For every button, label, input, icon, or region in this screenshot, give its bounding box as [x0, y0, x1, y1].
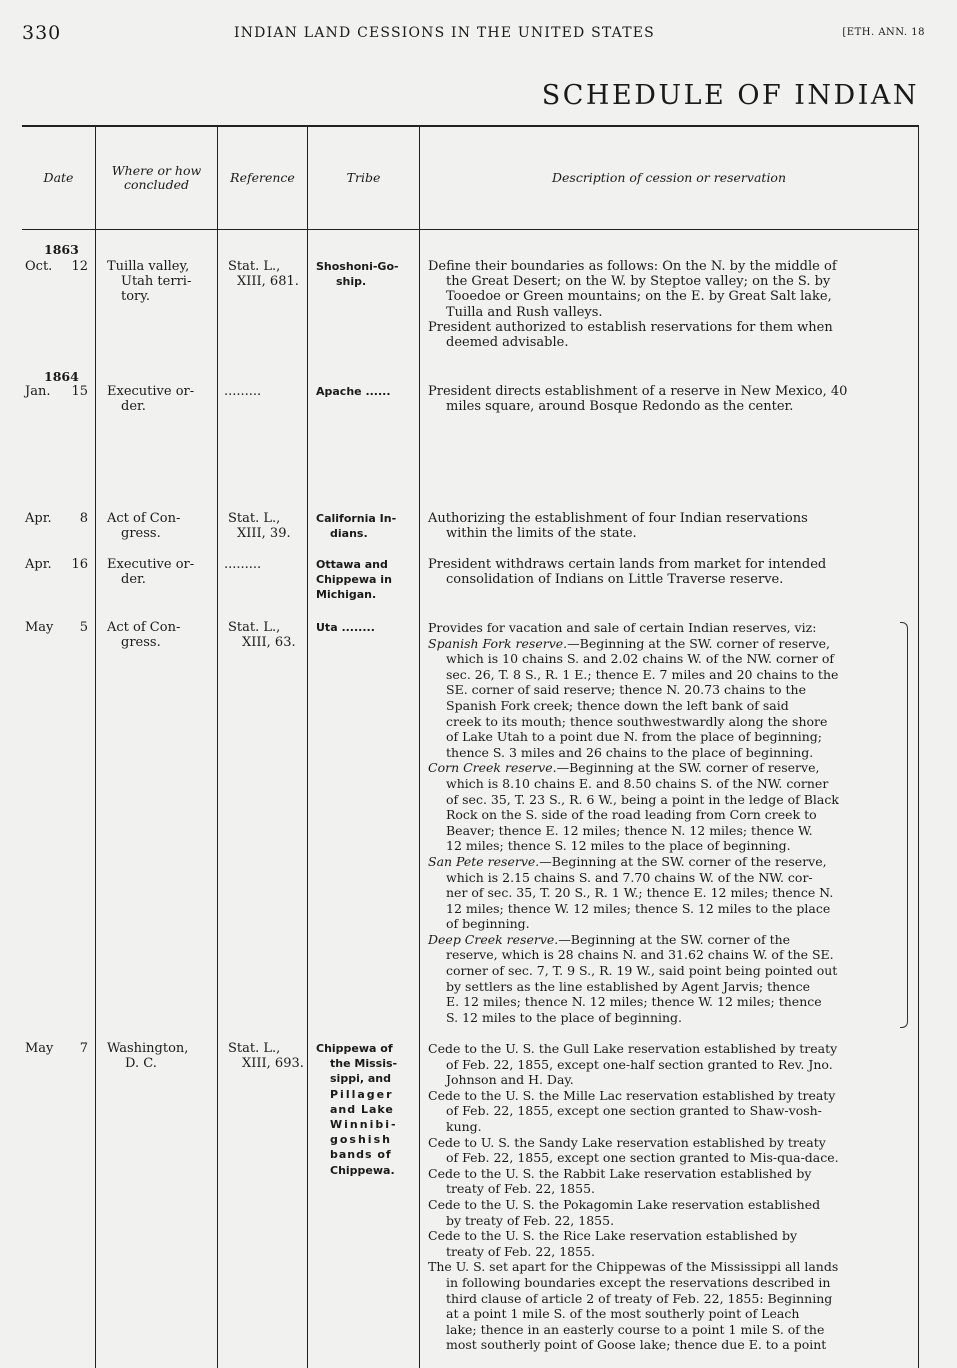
table-top-rule [22, 125, 919, 127]
entry-month: May [25, 1041, 54, 1056]
entry-where: Executive or- der. [107, 557, 195, 588]
entry-day: 5 [79, 620, 88, 635]
entry-reference: Stat. L., XIII, 39. [228, 511, 291, 542]
running-right: [ETH. ANN. 18 [842, 27, 925, 38]
column-divider [918, 126, 919, 1368]
entry-reference: Stat. L., XIII, 681. [228, 259, 299, 290]
entry-where: Act of Con- gress. [107, 511, 181, 542]
column-divider [307, 126, 308, 1368]
column-divider [95, 126, 96, 1368]
entry-where: Washington, D. C. [107, 1041, 189, 1072]
column-header-description: Description of cession or reservation [551, 170, 787, 185]
entry-month: Jan. [25, 384, 51, 399]
column-header-date: Date [43, 170, 74, 185]
entry-tribe: Uta ........ [316, 621, 375, 634]
entry-where: Executive or- der. [107, 384, 195, 415]
column-header-tribe: Tribe [346, 170, 381, 185]
entry-day: 7 [79, 1041, 88, 1056]
entry-year: 1863 [44, 242, 79, 257]
entry-reference: ......... [224, 557, 262, 572]
entry-month: Oct. [25, 259, 53, 274]
column-header-where: Where or how concluded [111, 163, 202, 192]
entry-description: Cede to the U. S. the Gull Lake reservation established by treaty of Feb. 22, 1855, except one-half section granted to Rev. Jno. Johnson and H. Day. Cede to the U. S. the Mille Lac reservation established by treaty of Feb. 22, 1855, except one section granted to Shaw-vosh- kung. Cede to U. S. the Sandy Lake reservation established by treaty of Feb. 22, 1855, except one section granted to Mis-qua-dace. Cede to the U. S. the Rabbit Lake reservation established by treaty of Feb. 22, 1855. Cede to the U. S. the Pokagomin Lake reservation established by treaty of Feb. 22, 1855. Cede to the U. S. the Rice Lake reservation established by treaty of Feb. 22, 1855. The U. S. set apart for the Chippewas of the Mississippi all lands in following boundaries except the reservations described in third clause of article 2 of treaty of Feb. 22, 1855: Beginning at a point 1 mile S. of the most southerly point of Leach lake; thence in an easterly course to a point 1 mile S. of the most southerly point of Goose lake; thence due E. to a point [428, 1041, 839, 1353]
running-header [0, 22, 957, 46]
page-number: 330 [22, 22, 62, 44]
table-header-rule [22, 229, 919, 230]
entry-reference: ......... [224, 384, 262, 399]
entry-tribe: Apache ...... [316, 385, 391, 398]
entry-description: President directs establishment of a reserve in New Mexico, 40 miles square, around Bosque Redondo as the center. [428, 384, 848, 415]
entry-reference: Stat. L., XIII, 693. [228, 1041, 304, 1072]
entry-where: Tuilla valley, Utah terri- tory. [107, 259, 192, 305]
schedule-title: SCHEDULE OF INDIAN [541, 80, 919, 111]
entry-month: Apr. [25, 511, 52, 526]
running-title: INDIAN LAND CESSIONS IN THE UNITED STATES [234, 25, 655, 41]
description-brace [900, 622, 908, 1028]
column-divider [217, 126, 218, 1368]
column-header-reference: Reference [230, 170, 295, 185]
entry-description: President withdraws certain lands from market for intended consolidation of Indians on Little Traverse reserve. [428, 557, 827, 588]
entry-tribe: Ottawa and Chippewa in Michigan. [316, 558, 392, 602]
entry-where: Act of Con- gress. [107, 620, 181, 651]
entry-month: May [25, 620, 54, 635]
entry-year: 1864 [44, 369, 79, 384]
entry-month: Apr. [25, 557, 52, 572]
entry-tribe: California In- dians. [316, 512, 397, 541]
entry-reference: Stat. L., XIII, 63. [228, 620, 296, 651]
entry-day: 12 [71, 259, 88, 274]
entry-day: 8 [79, 511, 88, 526]
entry-description: Provides for vacation and sale of certain Indian reserves, viz: Spanish Fork reserve.—Beginning at the SW. corner of reserve, which is 10 chains S. and 2.02 chains W. of the NW. corner of sec. 26, T. 8 S., R. 1 E.; thence E. 7 miles and 20 chains to the SE. corner of said reserve; thence N. 20.73 chains to the Spanish Fork creek; thence down the left bank of said creek to its mouth; thence southwestwardly along the shore of Lake Utah to a point due N. from the place of beginning; thence S. 3 miles and 26 chains to the place of beginning. Corn Creek reserve.—Beginning at the SW. corner of reserve, which is 8.10 chains E. and 8.50 chains S. of the NW. corner of sec. 35, T. 23 S., R. 6 W., being a point in the ledge of Black Rock on the S. side of the road leading from Corn creek to Beaver; thence E. 12 miles; thence N. 12 miles; thence W. 12 miles; thence S. 12 miles to the place of beginning. San Pete reserve.—Beginning at the SW. corner of the reserve, which is 2.15 chains S. and 7.70 chains W. of the NW. cor- ner of sec. 35, T. 20 S., R. 1 W.; thence E. 12 miles; thence N. 12 miles; thence W. 12 miles; thence S. 12 miles to the place of beginning. Deep Creek reserve.—Beginning at the SW. corner of the reserve, which is 28 chains N. and 31.62 chains W. of the SE. corner of sec. 7, T. 9 S., R. 19 W., said point being pointed out by settlers as the line established by Agent Jarvis; thence E. 12 miles; thence N. 12 miles; thence W. 12 miles; thence S. 12 miles to the place of beginning. [428, 620, 839, 1025]
entry-description: Define their boundaries as follows: On the N. by the middle of the Great Desert; on the W. by Steptoe valley; on the S. by Tooedoe or Green mountains; on the E. by Great Salt lake, Tuilla and Rush valleys. President authorized to establish reservations for them when deemed advisable. [428, 259, 837, 351]
entry-day: 16 [71, 557, 88, 572]
entry-description: Authorizing the establishment of four Indian reservations within the limits of the state. [428, 511, 808, 542]
entry-day: 15 [71, 384, 88, 399]
entry-tribe: Shoshoni-Go- ship. [316, 260, 399, 289]
entry-tribe: Chippewa of the Missis- sippi, and Pillager and Lake Winnibi- goshish bands of Chippewa. [316, 1042, 398, 1177]
column-divider [419, 126, 420, 1368]
